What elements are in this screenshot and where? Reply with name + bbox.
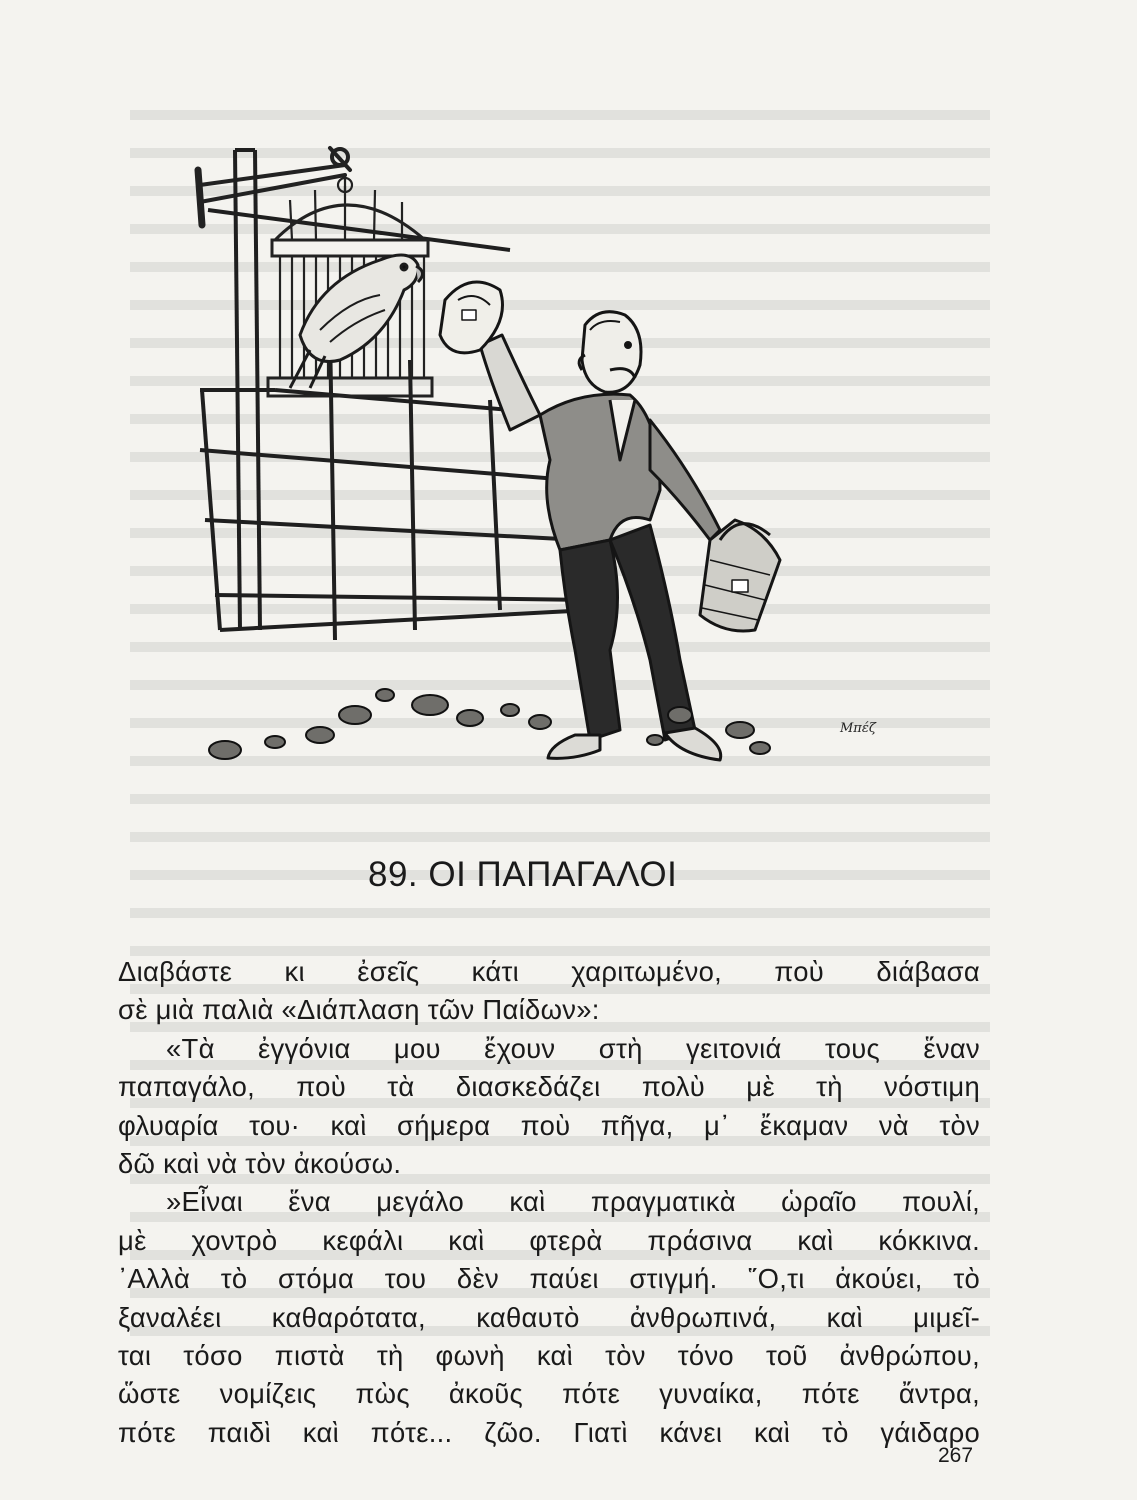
text-line: πότε παιδὶ καὶ πότε... ζῶο. Γιατὶ κάνει καὶ τὸ γάιδαρο	[118, 1416, 980, 1448]
text-line: παπαγάλο, ποὺ τὰ διασκεδάζει πολὺ μὲ τὴ νόστιμη	[118, 1071, 980, 1103]
text-line: «Τὰ ἐγγόνια μου ἔχουν στὴ γειτονιά τους ἕναν	[166, 1032, 980, 1064]
text-line: Διαβάστε κι ἐσεῖς κάτι χαριτωμένο, ποὺ διάβασα	[118, 956, 980, 987]
text-line: μὲ χοντρὸ κεφάλι καὶ φτερὰ πράσινα καὶ κόκκινα.	[118, 1224, 980, 1256]
parrot	[290, 255, 423, 388]
text-line: φλυαρία του· καὶ σήμερα ποὺ πῆγα, μ᾽ ἔκαμαν νὰ τὸν	[118, 1109, 980, 1141]
text-line: σὲ μιὰ παλιὰ «Διάπλαση τῶν Παίδων»:	[118, 994, 600, 1026]
body-text	[118, 953, 980, 1452]
text-line: ται τόσο πιστὰ τὴ φωνὴ καὶ τὸν τόνο τοῦ ἀνθρώπου,	[118, 1339, 980, 1371]
text-line: ξαναλέει καθαρότατα, καθαυτὸ ἀνθρωπινά, καὶ μιμεῖ-	[118, 1301, 980, 1333]
text-line: ᾿Αλλὰ τὸ στόμα του δὲν παύει στιγμή. ῞Ο,τι ἀκούει, τὸ	[118, 1263, 980, 1295]
man-figure	[440, 282, 780, 760]
text-line: ὥστε νομίζεις πὼς ἀκοῦς πότε γυναίκα, πότε ἄντρα,	[118, 1378, 980, 1410]
text-line: »Εἶναι ἕνα μεγάλο καὶ πραγματικὰ ὡραῖο πουλί,	[166, 1186, 980, 1218]
chapter-title: 89. ΟΙ ΠΑΠΑΓΑΛΟΙ	[368, 855, 678, 894]
page-number: 267	[938, 1444, 974, 1467]
text-line: δῶ καὶ νὰ τὸν ἀκούσω.	[118, 1147, 402, 1179]
artist-signature: Μπέζ	[840, 721, 876, 736]
illustration-man-greeting-parrot	[180, 130, 940, 810]
